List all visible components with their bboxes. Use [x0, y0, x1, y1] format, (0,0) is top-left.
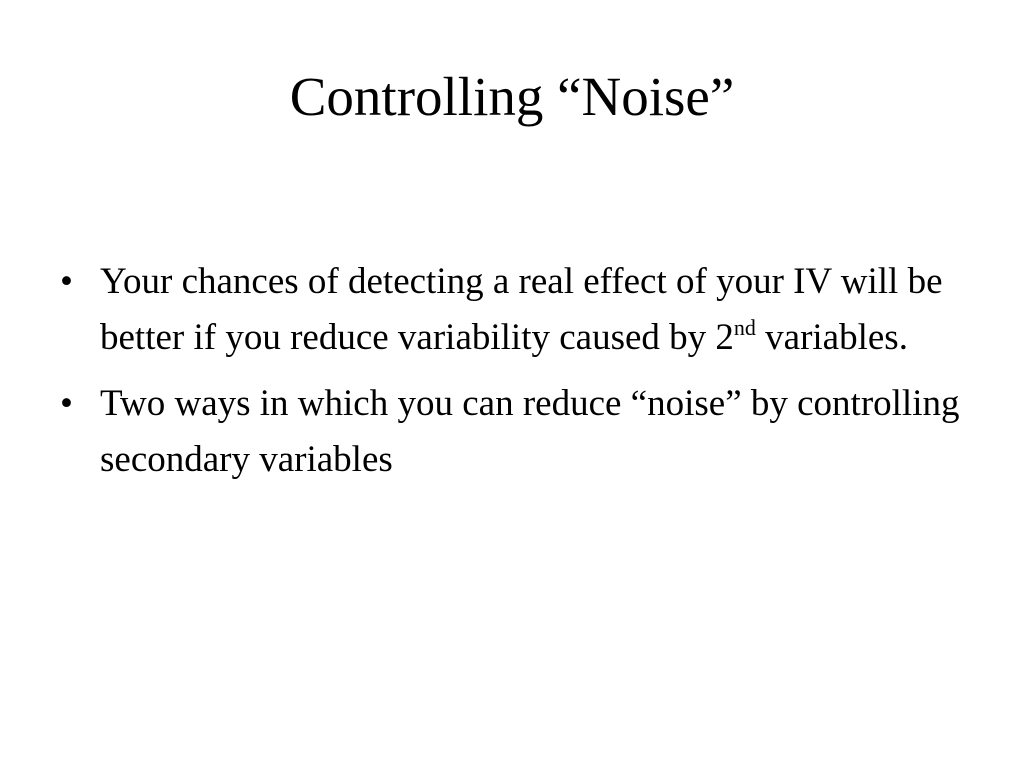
bullet-text-1 — [100, 261, 943, 358]
bullet-marker: • — [60, 261, 73, 302]
bullet-text-2: Two ways in which you can reduce “noise” by controlling secondary variables — [100, 383, 960, 480]
bullet-text-1-main: Your chances of detecting a real effect of your IV will be better if you reduce variability caused by 2 — [100, 261, 943, 358]
bullet-text-1-superscript: nd — [733, 315, 756, 340]
slide-title: Controlling “Noise” — [289, 66, 735, 127]
bullet-item-2 — [60, 376, 960, 488]
bullet-text-1-end: variables. — [755, 317, 908, 358]
bullet-marker: • — [60, 383, 73, 424]
bullet-item-1 — [60, 254, 960, 366]
bullet-list — [60, 254, 960, 498]
